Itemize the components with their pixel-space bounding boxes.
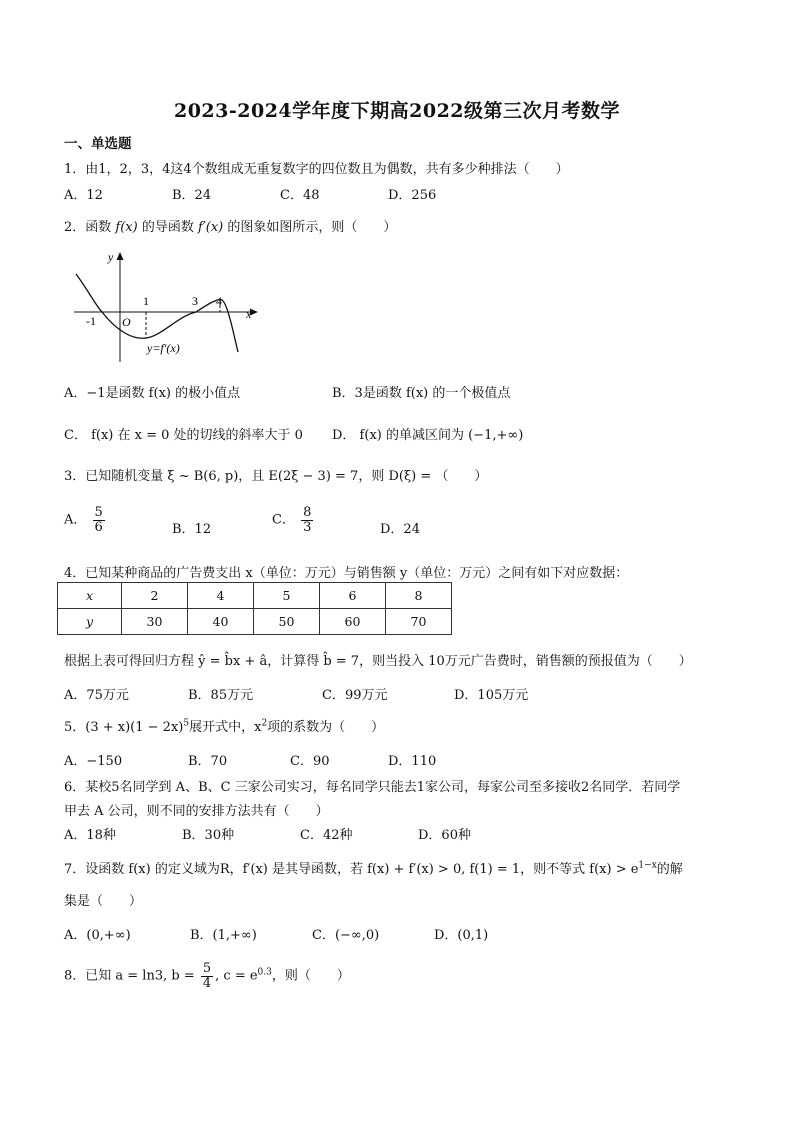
q4-option-c: C．99万元 (322, 688, 388, 703)
y-axis-label: y (108, 250, 114, 264)
q7-stem-line2: 集是（ ） (64, 894, 143, 909)
derivative-graph (70, 246, 270, 366)
q6-stem-line2: 甲去 A 公司，则不同的安排方法共有（ ） (64, 804, 329, 819)
exam-title: 2023-2024学年度下期高2022级第三次月考数学 (173, 100, 621, 122)
q1-option-d: D．256 (388, 188, 437, 203)
table-cell: x (58, 583, 122, 609)
table-cell: 30 (122, 609, 188, 635)
q1-option-a: A．12 (64, 188, 103, 203)
q7-option-a: A．(0,+∞) (64, 928, 131, 943)
table-cell: 50 (254, 609, 320, 635)
q2-stem: 2．函数 f(x) 的导函数 f′(x) 的图象如图所示，则（ ） (64, 220, 397, 235)
q1-stem: 1．由1，2，3，4这4个数组成无重复数字的四位数且为偶数，共有多少种排法（ ） (64, 162, 569, 177)
q5-option-d: D．110 (388, 754, 437, 769)
q1-option-b: B．24 (172, 188, 212, 203)
q5-stem: 5．$(3 + x)(1 - 2x)^5$展开式中，$x^2$项的系数为（ ） (64, 718, 385, 735)
curve-label: y=f′(x) (147, 341, 180, 355)
q3-option-c-fraction: $\frac{8}{3}$ (303, 505, 312, 535)
q7-option-b: B．(1,+∞) (190, 928, 257, 943)
q7-stem-line1: 7．设函数 f(x) 的定义域为R，f′(x) 是其导函数，若 f(x) + f′(x) > 0, f(1) = 1，则不等式 $f(x) > e^{1-x}$的解 (64, 860, 683, 877)
section-heading: 一、单选题 (64, 136, 132, 152)
q6-option-d: D．60种 (418, 828, 471, 843)
q7-option-d: D．(0,1) (434, 928, 489, 943)
q3-option-d: D．24 (380, 522, 420, 537)
q3-stem: 3．已知随机变量 ξ ~ B(6, p)，且 E(2ξ − 3) = 7，则 D(ξ) = （ ） (64, 469, 488, 484)
q5-option-b: B．70 (188, 754, 228, 769)
table-row-x (58, 583, 452, 609)
q6-stem-line1: 6．某校5名同学到 A、B、C 三家公司实习，每名同学只能去1家公司，每家公司至多接收2名同学．若同学 (64, 780, 681, 795)
q8-b-fraction: $\frac{5}{4}$ (202, 961, 212, 991)
tick-label-1: 1 (143, 294, 149, 308)
tick-label-neg1: -1 (86, 314, 96, 328)
origin-label: O (122, 315, 131, 329)
q4-option-a: A．75万元 (64, 688, 129, 703)
table-cell: 2 (122, 583, 188, 609)
table-cell: 4 (188, 583, 254, 609)
tick-label-3: 3 (192, 294, 198, 308)
q2-option-d: D． f(x) 的单减区间为 (−1,+∞) (332, 428, 524, 443)
q3-option-b: B．12 (172, 522, 212, 537)
q3-option-c: C． $\frac{8}{3}$ (272, 505, 312, 535)
q5-option-c: C．90 (290, 754, 330, 769)
q4-stem: 4．已知某种商品的广告费支出 x（单位：万元）与销售额 y（单位：万元）之间有如下对应数据： (64, 566, 629, 581)
q4-option-b: B．85万元 (188, 688, 254, 703)
q2-option-c: C． f(x) 在 x = 0 处的切线的斜率大于 0 (64, 428, 303, 443)
q1-option-c: C．48 (280, 188, 320, 203)
q6-option-a: A．18种 (64, 828, 116, 843)
q2-option-b: B．3是函数 f(x) 的一个极值点 (332, 386, 511, 401)
table-cell: 5 (254, 583, 320, 609)
table-cell: 6 (320, 583, 386, 609)
q5-option-a: A．−150 (64, 754, 123, 769)
x-axis-label: x (246, 307, 252, 321)
q4-data-table (57, 582, 452, 635)
q6-option-b: B．30种 (182, 828, 235, 843)
y-axis-arrow-icon (117, 252, 124, 260)
q3-option-a: A． $\frac{5}{6}$ (64, 505, 103, 535)
table-cell: 40 (188, 609, 254, 635)
q7-option-c: C．(−∞,0) (312, 928, 380, 943)
table-cell: 60 (320, 609, 386, 635)
q4-follow-up: 根据上表可得回归方程 ŷ = b̂x + â，计算得 b̂ = 7，则当投入 10万元广告费时，销售额的预报值为（ ） (64, 654, 692, 669)
table-cell: 8 (386, 583, 452, 609)
q3-option-a-fraction: $\frac{5}{6}$ (94, 505, 103, 535)
table-cell: y (58, 609, 122, 635)
table-cell: 70 (386, 609, 452, 635)
q6-option-c: C．42种 (300, 828, 353, 843)
q4-option-d: D．105万元 (454, 688, 529, 703)
tick-label-4: 4 (216, 294, 222, 308)
q2-option-a: A．−1是函数 f(x) 的极小值点 (64, 386, 241, 401)
q8-stem: 8．已知 a = ln3, b = $\frac{5}{4}$ , $c = e^{0.3}$，则（ ） (64, 961, 350, 991)
table-row-y (58, 609, 452, 635)
